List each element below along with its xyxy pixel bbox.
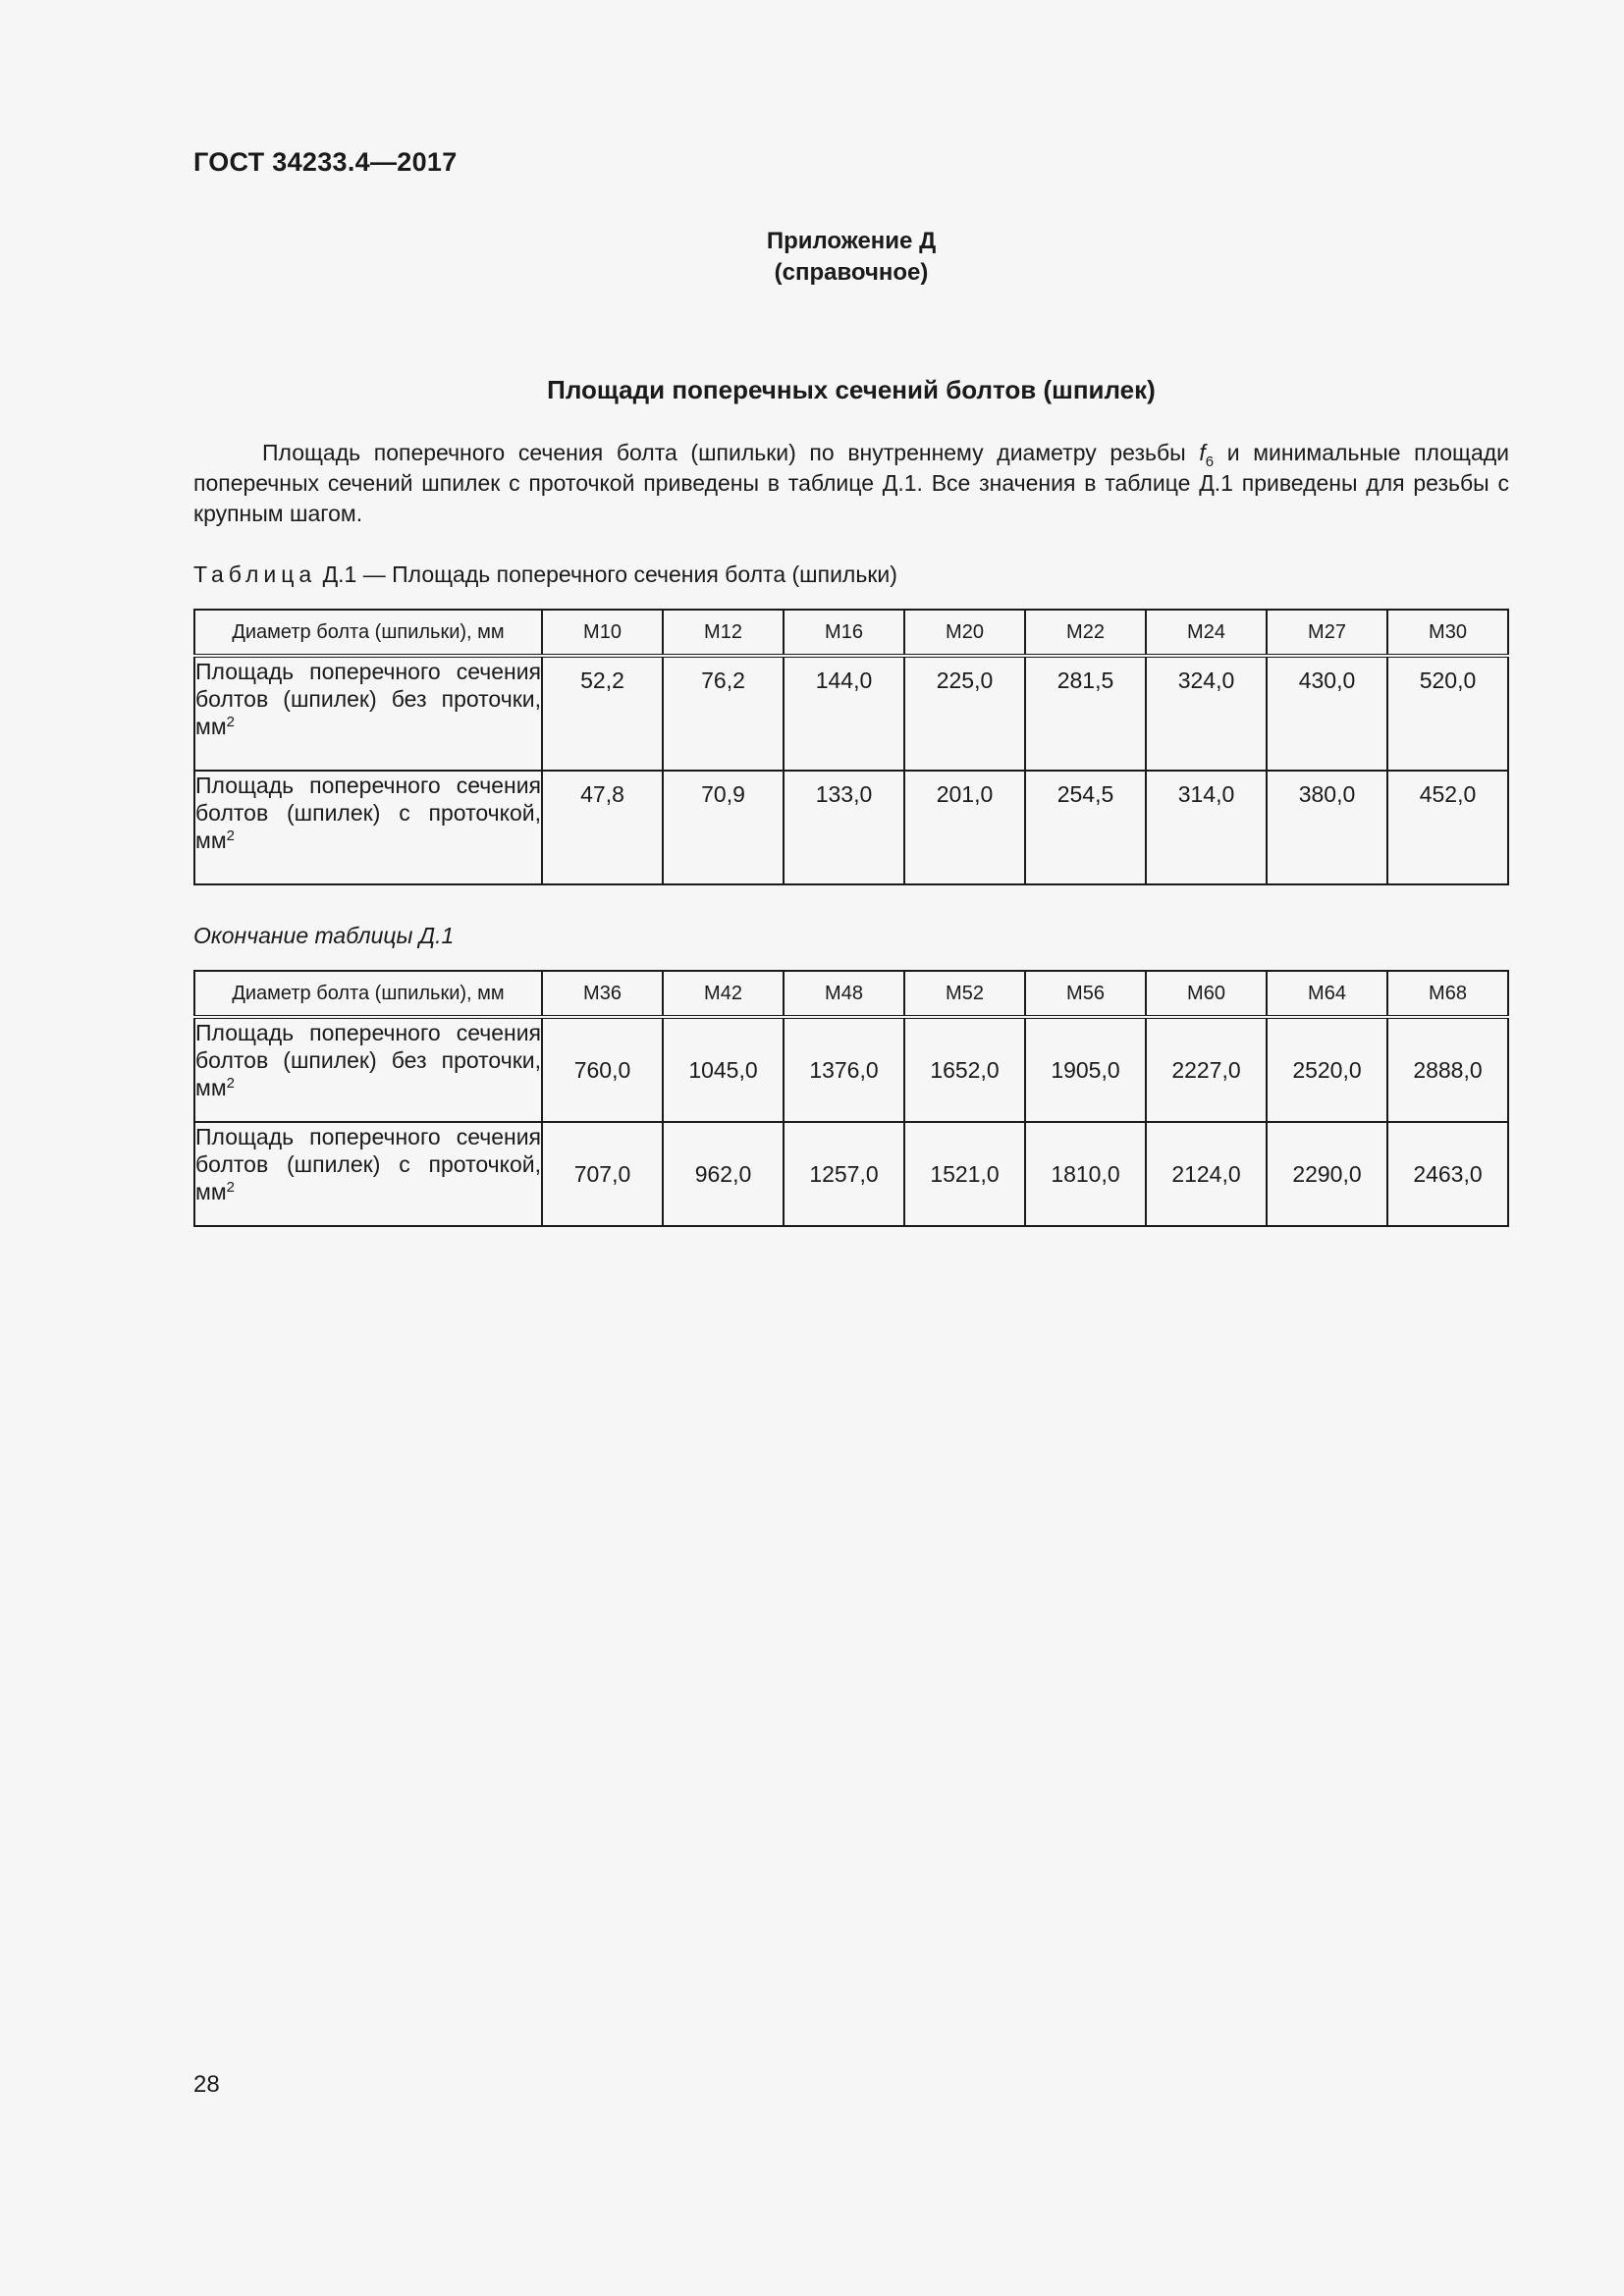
table-cell: 1905,0 — [1025, 1017, 1146, 1122]
table-d1 — [193, 609, 1509, 885]
column-header: М30 — [1387, 610, 1508, 656]
table-cell: 2888,0 — [1387, 1017, 1508, 1122]
table-row — [194, 1017, 1508, 1122]
appendix-title: Приложение Д — [766, 228, 937, 254]
column-header: М60 — [1146, 971, 1267, 1017]
table-cell: 52,2 — [542, 656, 663, 771]
table-cell: 144,0 — [784, 656, 904, 771]
appendix-subtitle: (справочное) — [774, 259, 929, 286]
table-cell: 201,0 — [904, 771, 1025, 884]
table-cell: 1045,0 — [663, 1017, 784, 1122]
table-cell: 707,0 — [542, 1122, 663, 1226]
document-code: ГОСТ 34233.4—2017 — [193, 147, 458, 177]
table-cell: 47,8 — [542, 771, 663, 884]
table-cell: 430,0 — [1267, 656, 1387, 771]
table-caption-text: Д.1 — Площадь поперечного сечения болта (шпильки) — [316, 561, 897, 587]
column-header: М36 — [542, 971, 663, 1017]
column-header: М48 — [784, 971, 904, 1017]
table-cell: 2290,0 — [1267, 1122, 1387, 1226]
table-cell: 520,0 — [1387, 656, 1508, 771]
row-label: Площадь поперечного сечения болтов (шпилек) без проточки, $мм^2$ — [194, 1017, 542, 1122]
appendix-heading — [0, 226, 1624, 289]
table-cell: 760,0 — [542, 1017, 663, 1122]
column-header: М56 — [1025, 971, 1146, 1017]
column-header: М42 — [663, 971, 784, 1017]
header-label: Диаметр болта (шпильки), мм — [194, 610, 542, 656]
table-cell: 380,0 — [1267, 771, 1387, 884]
table-cell: 133,0 — [784, 771, 904, 884]
column-header: М27 — [1267, 610, 1387, 656]
row-label: Площадь поперечного сечения болтов (шпилек) с проточкой, $мм^2$ — [194, 771, 542, 884]
thread-symbol: f — [1199, 440, 1206, 465]
table-caption-prefix: Таблица — [193, 561, 317, 587]
table-cell: 314,0 — [1146, 771, 1267, 884]
table-caption — [193, 561, 897, 588]
paragraph-text-2: и минимальные площади поперечных сечений шпилек с проточкой приведены в таблице Д.1. Все значения в таблице Д.1 приведены для резьбы с крупным шагом. — [193, 440, 1510, 526]
section-title: Площади поперечных сечений болтов (шпилек) — [547, 375, 1156, 404]
table-cell: 76,2 — [663, 656, 784, 771]
table-row — [194, 656, 1508, 771]
intro-paragraph — [193, 438, 1509, 529]
table-cell: 324,0 — [1146, 656, 1267, 771]
table-header-row — [194, 610, 1508, 656]
column-header: М16 — [784, 610, 904, 656]
paragraph-text-1: Площадь поперечного сечения болта (шпильки) по внутреннему диаметру резьбы — [262, 440, 1200, 465]
table-cell: 1257,0 — [784, 1122, 904, 1226]
table-cell: 70,9 — [663, 771, 784, 884]
column-header: М68 — [1387, 971, 1508, 1017]
table-cell: 281,5 — [1025, 656, 1146, 771]
table-cell: 2227,0 — [1146, 1017, 1267, 1122]
table-row — [194, 771, 1508, 884]
page-number: 28 — [193, 2071, 220, 2098]
row-label: Площадь поперечного сечения болтов (шпилек) без проточки, $мм^2$ — [194, 656, 542, 771]
table-cell: 2520,0 — [1267, 1017, 1387, 1122]
column-header: М64 — [1267, 971, 1387, 1017]
table-cell: 1652,0 — [904, 1017, 1025, 1122]
table-cell: 452,0 — [1387, 771, 1508, 884]
column-header: М22 — [1025, 610, 1146, 656]
table-cell: 225,0 — [904, 656, 1025, 771]
column-header: М20 — [904, 610, 1025, 656]
table-cell: 1521,0 — [904, 1122, 1025, 1226]
column-header: М52 — [904, 971, 1025, 1017]
column-header: М12 — [663, 610, 784, 656]
table-row — [194, 1122, 1508, 1226]
table-cell: 254,5 — [1025, 771, 1146, 884]
continuation-caption: Окончание таблицы Д.1 — [193, 923, 455, 948]
header-label: Диаметр болта (шпильки), мм — [194, 971, 542, 1017]
table-d1-continuation — [193, 970, 1509, 1227]
table-cell: 2463,0 — [1387, 1122, 1508, 1226]
table-cell: 2124,0 — [1146, 1122, 1267, 1226]
table-cell: 962,0 — [663, 1122, 784, 1226]
thread-symbol-subscript: 6 — [1205, 454, 1215, 470]
row-label: Площадь поперечного сечения болтов (шпилек) с проточкой, $мм^2$ — [194, 1122, 542, 1226]
table-cell: 1376,0 — [784, 1017, 904, 1122]
table-header-row — [194, 971, 1508, 1017]
column-header: М24 — [1146, 610, 1267, 656]
column-header: М10 — [542, 610, 663, 656]
table-cell: 1810,0 — [1025, 1122, 1146, 1226]
